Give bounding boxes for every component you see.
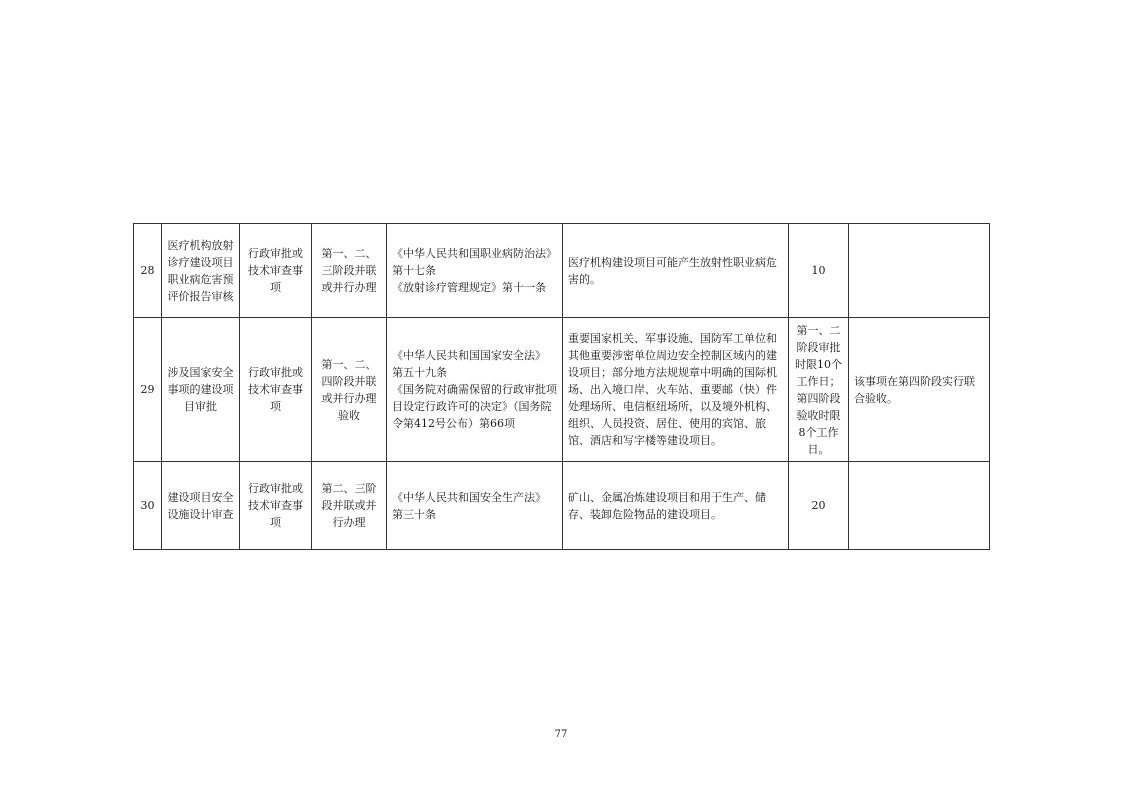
table-row: [134, 318, 990, 462]
time-limit: 10: [789, 224, 849, 318]
table-row: [134, 462, 990, 550]
page-number: 77: [554, 729, 568, 740]
approval-items-table: [133, 223, 990, 550]
remark: 该事项在第四阶段实行联合验收。: [849, 318, 990, 462]
row-number: 29: [134, 318, 162, 462]
item-name: 医疗机构放射诊疗建设项目职业病危害预评价报告审核: [162, 224, 240, 318]
table-row: [134, 224, 990, 318]
applicable-scope: 矿山、金属冶炼建设项目和用于生产、储存、装卸危险物品的建设项目。: [563, 462, 789, 550]
processing-stage: 第一、二、三阶段并联或并行办理: [312, 224, 387, 318]
item-name: 涉及国家安全事项的建设项目审批: [162, 318, 240, 462]
legal-basis: 《中华人民共和国国家安全法》 第五十九条 《国务院对确需保留的行政审批项目设定行政许可的决定》（国务院令第412号公布）第66项: [387, 318, 563, 462]
remark: [849, 462, 990, 550]
applicable-scope: 医疗机构建设项目可能产生放射性职业病危害的。: [563, 224, 789, 318]
row-number: 30: [134, 462, 162, 550]
item-name: 建设项目安全设施设计审查: [162, 462, 240, 550]
legal-basis: 《中华人民共和国安全生产法》 第三十条: [387, 462, 563, 550]
applicable-scope: 重要国家机关、军事设施、国防军工单位和其他重要涉密单位周边安全控制区域内的建设项目；部分地方法规规章中明确的国际机场、出入境口岸、火车站、重要邮（快）件处理场所、电信枢纽场所，以及境外机构、组织、人员投资、居住、使用的宾馆、旅馆、酒店和写字楼等建设项目。: [563, 318, 789, 462]
item-type: 行政审批或技术审查事项: [240, 318, 312, 462]
legal-basis: 《中华人民共和国职业病防治法》 第十七条 《放射诊疗管理规定》第十一条: [387, 224, 563, 318]
remark: [849, 224, 990, 318]
time-limit: 第一、二阶段审批时限10个工作日；第四阶段验收时限8个工作日。: [789, 318, 849, 462]
processing-stage: 第二、三阶段并联或并行办理: [312, 462, 387, 550]
item-type: 行政审批或技术审查事项: [240, 224, 312, 318]
item-type: 行政审批或技术审查事项: [240, 462, 312, 550]
row-number: 28: [134, 224, 162, 318]
processing-stage: 第一、二、四阶段并联或并行办理验收: [312, 318, 387, 462]
time-limit: 20: [789, 462, 849, 550]
